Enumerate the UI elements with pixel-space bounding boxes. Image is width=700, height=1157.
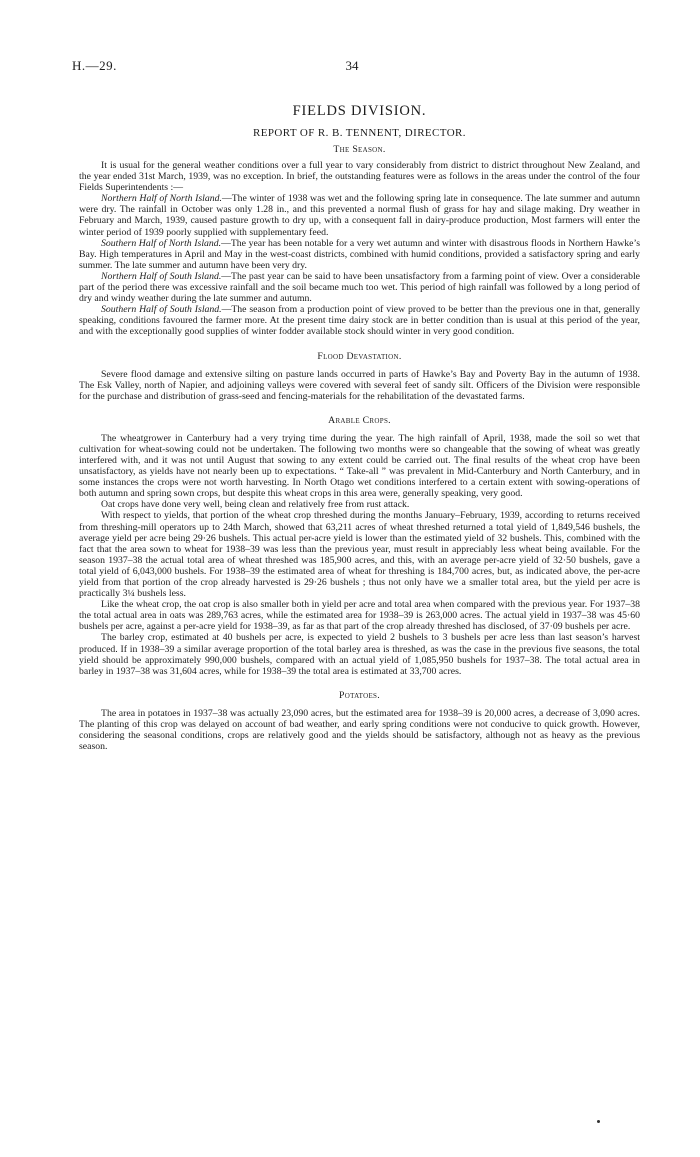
arable-paragraph-wheatgrower: The wheatgrower in Canterbury had a very trying time during the year. The high rainfall of April, 1938, made the soil so wet that cultivation for wheat-sowing could not be undertaken. The following two months were so changeable that the sowing of wheat was greatly interfered with, and it was not until August that sowing to any extent could be carried out. The final results of the wheat crop have been unsatisfactory, as yields have not nearly been up to expectations. “ Take-all ” was prevalent in Mid-Canterbury and North Canterbury, and in some instances the crops were not worth harvesting. In North Otago wet conditions interfered to a certain extent with sowing-operations of both autumn and spring sown crops, but despite this wheat crops in this area were, generally speaking, very good. xyxy=(79,432,640,500)
flood-section xyxy=(79,351,640,402)
region-label: Southern Half of North Island. xyxy=(101,237,222,249)
season-north-north xyxy=(79,193,640,237)
arable-heading: Arable Crops. xyxy=(328,414,391,426)
document-reference: H.—29. xyxy=(72,58,117,73)
document-body xyxy=(79,103,640,752)
season-section xyxy=(79,144,640,338)
season-intro: It is usual for the general weather conditions over a full year to vary considerably from district to district throughout New Zealand, and the year ended 31st March, 1939, was no exception. In brief, the outstanding features were as follows in the areas under the control of the four Fields Superintendents :— xyxy=(79,160,640,194)
region-text: —The winter of 1938 was wet and the following spring late in consequence. The late summer and autumn were dry. The rainfall in October was only 1.28 in., and this prevented a normal flush of grass for hay and silage making. Dry weather in February and March, 1939, caused pasture growth to dry up, with a consequent fall in dairy-produce production, Most farmers will enter the winter period of 1939 poorly supplied with supplementary feed. xyxy=(79,193,640,238)
region-text: —The year has been notable for a very wet autumn and winter with disastrous floods in Northern Hawke’s Bay. High temperatures in April and May in the west-coast districts, combined with humid conditions, provided a satisfactory spring and early summer. The late summer and autumn have been very dry. xyxy=(79,237,640,271)
season-heading: The Season. xyxy=(333,144,386,155)
arable-paragraph-oat-crop: Like the wheat crop, the oat crop is also smaller both in yield per acre and total area when compared with the previous year. For 1937–38 the total actual area in oats was 289,763 acres, while the estimated area for 1938–39 is 263,000 acres. The actual yield in 1937–38 was 45·60 bushels per acre, against a per-acre yield for 1938–39, as far as that part of the crop already threshed has disclosed, of 37·09 bushels per acre. xyxy=(79,599,640,633)
flood-paragraph: Severe flood damage and extensive silting on pasture lands occurred in parts of Hawke’s Bay and Poverty Bay in the autumn of 1938. The Esk Valley, north of Napier, and adjoining valleys were covered with several feet of sandy silt. Officers of the Division were responsible for the purchase and distribution of grass-seed and fencing-materials for the rehabilitation of the devastated farms. xyxy=(79,368,640,402)
arable-paragraph-yields: With respect to yields, that portion of the wheat crop threshed during the months January–February, 1939, according to returns received from threshing-mill operators up to 24th March, showed that 63,211 acres of wheat threshed returned a total yield of 1,849,546 bushels, the average yield per acre being 29·26 bushels. This actual per-acre yield is lower than the estimated yield of 32 bushels. This, combined with the fact that the area sown to wheat for 1938–39 was less than the previous year, must result in appreciably less wheat being available. For the season 1937–38 the actual total area of wheat threshed was 185,900 acres, and this, with an average per-acre yield of 32·50 bushels, gave a total yield of 6,043,000 bushels. For 1938–39 the estimated area of wheat for threshing is 184,700 acres, but, as indicated above, the per-acre yield from that portion of the crop already harvested is 29·26 bushels ; thus not only have we a smaller total area, but the yield per acre is practically 3¼ bushels less. xyxy=(79,510,640,600)
division-title: FIELDS DIVISION. xyxy=(292,103,427,119)
page-mark xyxy=(597,1120,600,1123)
season-south-north xyxy=(79,238,640,271)
arable-section xyxy=(79,415,640,677)
potatoes-paragraph: The area in potatoes in 1937–38 was actually 23,090 acres, but the estimated area for 1938–39 is 20,000 acres, a decrease of 3,090 acres. The planting of this crop was delayed on account of bad weather, and early spring conditions were not conducive to quick growth. However, considering the seasonal conditions, crops are relatively good and the yields should be satisfactory, although not as heavy as the previous season. xyxy=(79,707,640,753)
arable-paragraph-oats: Oat crops have done very well, being clean and relatively free from rust attack. xyxy=(101,499,410,511)
region-label: Southern Half of South Island. xyxy=(101,304,222,316)
season-south-south xyxy=(79,304,640,337)
region-label: Northern Half of South Island. xyxy=(101,270,222,282)
region-text: —The past year can be said to have been unsatisfactory from a farming point of view. Over a considerable part of the period there was excessive rainfall and the soil became much too wet. This period of high rainfall was followed by a long period of dry and windy weather during the late summer and autumn. xyxy=(79,270,640,305)
page-header xyxy=(72,58,632,74)
arable-paragraph-barley: The barley crop, estimated at 40 bushels per acre, is expected to yield 2 bushels to 3 bushels per acre less than last season’s harvest produced. If in 1938–39 a similar average proportion of the total barley area is threshed, as was the case in the previous five seasons, the total yield should be approximately 990,000 bushels, compared with an actual yield of 1,085,950 bushels for 1937–38. The total actual area in barley in 1937–38 was 31,604 acres, while for 1938–39 the total area is estimated at 33,700 acres. xyxy=(79,632,640,677)
potatoes-heading: Potatoes. xyxy=(339,689,380,701)
potatoes-section xyxy=(79,690,640,752)
region-text: —The season from a production point of view proved to be better than the previous one in that, generally speaking, conditions favoured the farmer more. At the present time dairy stock are in better condition than is usual at this period of the year, and with the exceptionally good supplies of winter fodder available stock should winter in very good condition. xyxy=(79,304,640,338)
flood-heading: Flood Devastation. xyxy=(317,350,402,362)
region-label: Northern Half of North Island. xyxy=(101,193,222,205)
season-north-south xyxy=(79,271,640,304)
report-title: REPORT OF R. B. TENNENT, DIRECTOR. xyxy=(253,127,466,139)
page-number: 34 xyxy=(345,58,359,73)
